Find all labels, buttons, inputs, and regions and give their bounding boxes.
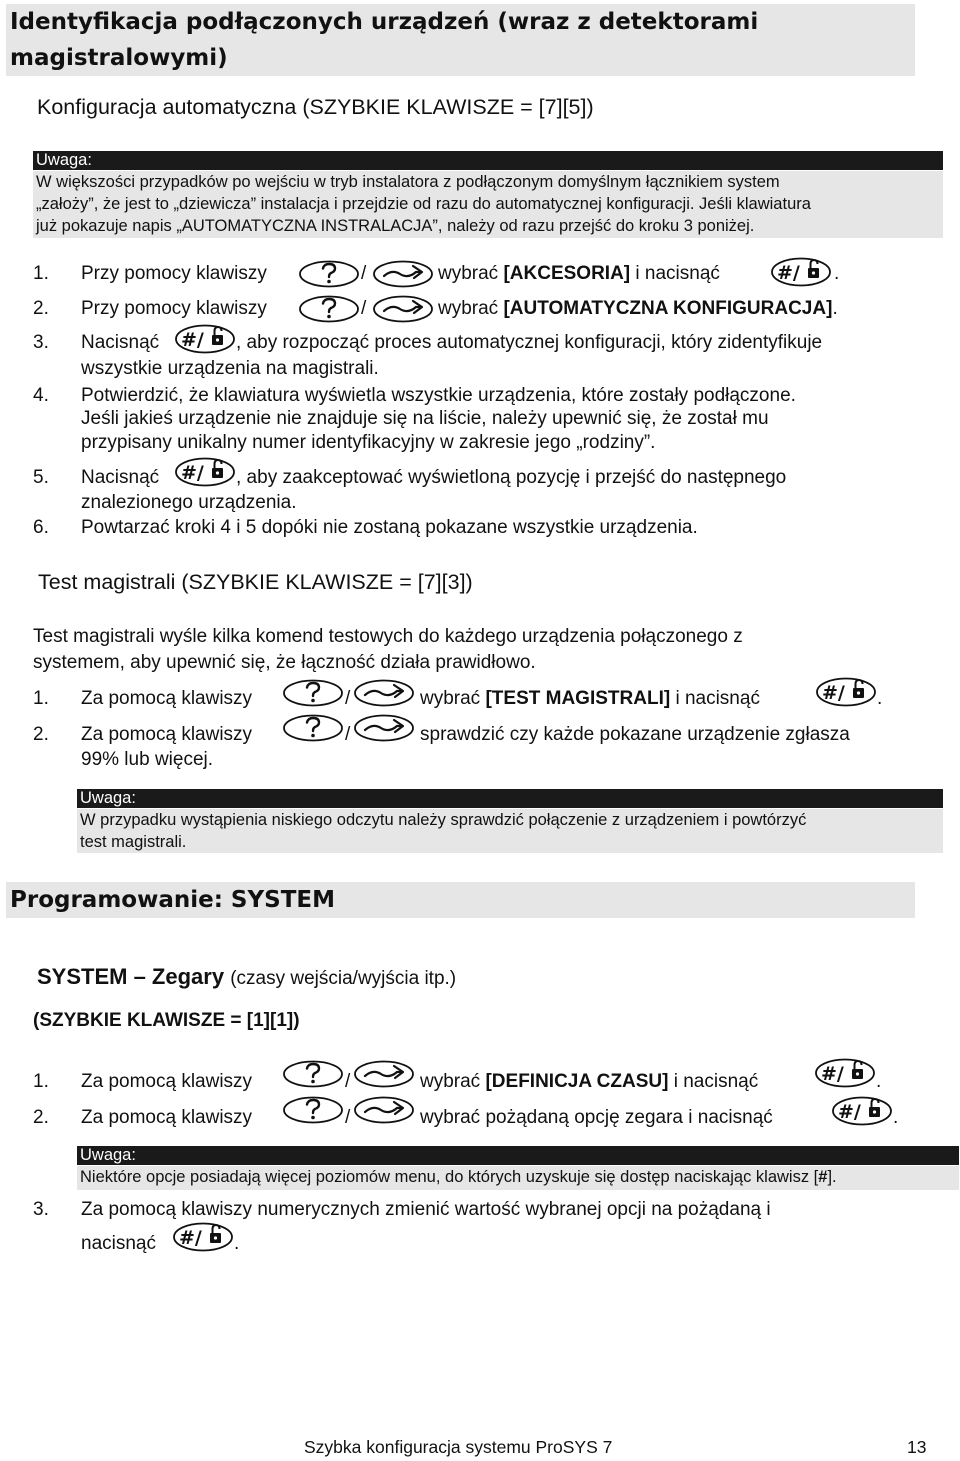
step-text [438,297,838,321]
period: . [893,1107,899,1128]
help-key-icon [282,679,344,707]
period: . [234,1233,240,1254]
step-text: Za pomocą klawiszy numerycznych zmienić wartość wybranej opcji na pożądaną i [81,1199,771,1220]
step-verb: i nacisnąć [673,1071,759,1092]
hash-key-icon [174,457,236,487]
next-key-icon [372,260,434,288]
separator: / [361,263,367,284]
step-verb: i nacisnąć [635,263,720,284]
period: . [834,263,840,284]
step-number: 3. [33,332,49,353]
step-text: Potwierdzić, że klawiatura wyświetla wszystkie urządzenia, które zostały podłączone. [81,385,796,406]
section-header-identification [6,4,915,76]
intro-line: Test magistrali wyśle kilka komend testowych do każdego urządzenia połączonego z [33,626,743,647]
step-number: 2. [33,298,49,319]
section-title: Programowanie: SYSTEM [10,887,335,913]
step-row [0,1196,960,1260]
step-number: 3. [33,1199,49,1220]
next-key-icon [372,295,434,323]
step-text: sprawdzić czy każde pokazane urządzenie zgłasza [420,724,850,745]
subsection-title-clocks [37,964,456,990]
step-number: 6. [33,517,49,538]
step-verb: wybrać [438,298,499,319]
next-key-icon [353,679,415,707]
step-row [0,295,960,323]
step-text: Za pomocą klawiszy [81,688,253,709]
period: . [876,1071,882,1092]
step-text: Nacisnąć [81,467,160,488]
step-text: wszystkie urządzenia na magistrali. [81,358,379,379]
note-label: Uwaga: [77,789,943,808]
help-key-icon [282,1096,344,1124]
separator: / [345,688,351,709]
step-row [0,721,960,773]
period: . [832,298,838,319]
hash-key-label: # [818,1168,828,1186]
step-text [420,687,760,711]
separator: / [345,1071,351,1092]
section-title-line2: magistralowymi) [10,45,228,71]
step-text: znalezionego urządzenia. [81,492,297,513]
step-text: , aby zaakceptować wyświetloną pozycję i przejść do następnego [236,467,787,488]
help-key-icon [282,714,344,742]
step-row [0,514,960,540]
menu-option: [DEFINICJA CZASU] [485,1071,669,1092]
step-number: 2. [33,724,49,745]
note-line-end: ]. [827,1168,837,1186]
hash-key-icon [770,257,832,287]
hash-key-icon [815,677,877,707]
subsection-title-auto-config: Konfiguracja automatyczna (SZYBKIE KLAWISZE = [7][5]) [37,95,594,119]
note-line: już pokazuje napis „AUTOMATYCZNA INSTRALACJA”, należy od razu przejść do kroku 3 poniżej. [36,217,755,235]
quick-keys-label: (SZYBKIE KLAWISZE = [1][1]) [33,1010,300,1031]
separator: / [361,298,367,319]
step-text: Za pomocą klawiszy [81,1107,253,1128]
step-number: 5. [33,467,49,488]
step-text: , aby rozpocząć proces automatycznej konfiguracji, który zidentyfikuje [236,332,823,353]
note-body [77,809,943,853]
subsection-title-note: (czasy wejścia/wyjścia itp.) [230,968,457,989]
menu-option: [AKCESORIA] [503,263,631,284]
step-row [0,1104,960,1132]
step-text: Za pomocą klawiszy [81,1071,253,1092]
step-text: Przy pomocy klawiszy [81,263,267,284]
step-row [0,382,960,458]
step-number: 2. [33,1107,49,1128]
footer-title: Szybka konfiguracja systemu ProSYS 7 [304,1437,613,1457]
note-line: Niektóre opcje posiadają więcej poziomów menu, do których uzyskuje się dostęp naciskając klawisz [ [80,1168,819,1186]
step-text: Za pomocą klawiszy [81,724,253,745]
step-row [0,260,960,288]
step-text: wybrać pożądaną opcję zegara i nacisnąć [420,1107,773,1128]
hash-key-icon [174,324,236,354]
note-body [77,1166,959,1190]
help-key-icon [298,260,360,288]
step-text: Nacisnąć [81,332,160,353]
step-text [420,1070,758,1094]
step-row [0,464,960,516]
step-verb: i nacisnąć [675,688,760,709]
step-verb: wybrać [420,1071,481,1092]
hash-key-icon [172,1222,234,1252]
step-number: 1. [33,1071,49,1092]
step-text [438,262,720,286]
step-text: Jeśli jakieś urządzenie nie znajduje się na liście, należy upewnić się, że został mu [81,408,769,429]
step-number: 4. [33,385,49,406]
note-body [33,171,943,238]
note-label: Uwaga: [77,1146,959,1165]
help-key-icon [282,1060,344,1088]
step-number: 1. [33,688,49,709]
subsection-title-bus-test: Test magistrali (SZYBKIE KLAWISZE = [7][3]) [38,570,473,594]
subsection-title-bold: SYSTEM – Zegary [37,964,225,989]
note-line: W większości przypadków po wejściu w tryb instalatora z podłączonym domyślnym łącznikiem system [36,173,780,191]
menu-option: [TEST MAGISTRALI] [485,688,671,709]
note-label: Uwaga: [33,151,943,170]
step-text: Powtarzać kroki 4 i 5 dopóki nie zostaną pokazane wszystkie urządzenia. [81,517,698,538]
next-key-icon [353,1060,415,1088]
step-row [0,329,960,381]
step-number: 1. [33,263,49,284]
step-verb: wybrać [420,688,481,709]
step-text: 99% lub więcej. [81,749,214,770]
note-line: test magistrali. [80,833,187,851]
period: . [877,688,883,709]
bus-test-intro [33,624,743,676]
step-text: przypisany unikalny numer identyfikacyjny w zakresie jego „rodziny”. [81,432,656,453]
next-key-icon [353,1096,415,1124]
step-text: Przy pomocy klawiszy [81,298,267,319]
separator: / [345,724,351,745]
next-key-icon [353,714,415,742]
hash-key-icon [814,1058,876,1088]
separator: / [345,1107,351,1128]
section-title-line1: Identyfikacja podłączonych urządzeń (wraz z detektorami [10,9,759,35]
note-line: „założy”, że jest to „dziewicza” instalacja i przejdzie od razu do automatycznej konfiguracji. Jeśli klawiatura [36,195,811,213]
help-key-icon [298,295,360,323]
hash-key-icon [831,1096,893,1126]
step-text: nacisnąć [81,1233,156,1254]
step-row [0,685,960,713]
menu-option: [AUTOMATYCZNA KONFIGURACJA] [503,298,833,319]
step-verb: wybrać [438,263,499,284]
intro-line: systemem, aby upewnić się, że łączność działa prawidłowo. [33,652,536,673]
step-row [0,1068,960,1096]
note-line: W przypadku wystąpienia niskiego odczytu należy sprawdzić połączenie z urządzeniem i powtórzyć [80,811,807,829]
page-number: 13 [907,1437,927,1457]
section-header-system [6,882,915,918]
